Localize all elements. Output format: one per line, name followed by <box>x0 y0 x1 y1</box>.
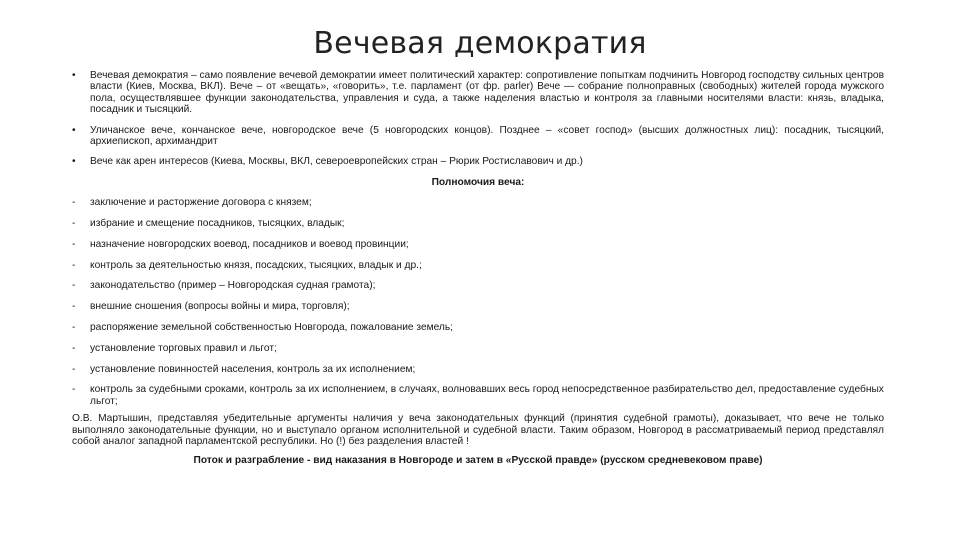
power-text: установление торговых правил и льгот; <box>90 342 277 354</box>
power-item <box>72 260 884 281</box>
power-item <box>72 301 884 322</box>
power-item <box>72 364 884 385</box>
dash-marker: - <box>72 218 76 230</box>
power-item <box>72 280 884 301</box>
power-item <box>72 218 884 239</box>
power-text: избрание и смещение посадников, тысяцких, владык; <box>90 218 345 230</box>
conclusion-paragraph: О.В. Мартышин, представляя убедительные аргументы наличия у веча законодательных функций (принятия судебной грамоты), доказывает, что вече не только выполняло законодательные функции, но и выступало органом исполнительной и судебной власти. Таким образом, Новгород в рассматриваемый период представлял собой аналог западной парламентской республики. Но (!) без разделения властей ! <box>72 413 884 448</box>
power-text: установление повинностей населения, контроль за их исполнением; <box>90 363 416 375</box>
dash-marker: - <box>72 259 76 271</box>
dash-marker: - <box>72 197 76 209</box>
power-text: заключение и расторжение договора с князем; <box>90 197 312 209</box>
power-text: контроль за судебными сроками, контроль за их исполнением, в случаях, волновавших весь город непосредственное разбирательство дел, предоставление судебных льгот; <box>90 384 884 407</box>
bullet-text: Вечевая демократия – само появление вечевой демократии имеет политический характер: сопротивление попыткам подчинить Новгород господству сильных центров власти (Киев, Москва, ВКЛ). Вече – от «вещать», «говорить», т.е. парламент (от фр. parler) Вече — собрание полноправных (свободных) жителей города мужского пола, осуществлявшее функции законодательства, управления и суда, а также наделения властью и контроля за главными носителями власти: князь, владыка, посадник и тысяцкий. <box>90 70 884 116</box>
dash-marker: - <box>72 238 76 250</box>
dash-marker: - <box>72 363 76 375</box>
dash-marker: - <box>72 384 76 396</box>
power-text: законодательство (пример – Новгородская судная грамота); <box>90 280 376 292</box>
bullet-marker: • <box>72 70 76 81</box>
power-text: назначение новгородских воевод, посадников и воевод провинции; <box>90 238 409 250</box>
bullet-marker: • <box>72 124 76 136</box>
dash-marker: - <box>72 322 76 334</box>
bullet-marker: • <box>72 156 76 168</box>
power-text: распоряжение земельной собственностью Новгорода, пожалование земель; <box>90 322 454 334</box>
dash-marker: - <box>72 342 76 354</box>
slide-content <box>72 70 884 467</box>
power-text: внешние сношения (вопросы войны и мира, торговля); <box>90 301 350 313</box>
dash-marker: - <box>72 301 76 313</box>
power-item <box>72 239 884 260</box>
bullet-text: Вече как арен интересов (Киева, Москвы, ВКЛ, североевропейских стран – Рюрик Ростиславович и др.) <box>90 156 583 168</box>
power-text: контроль за деятельностью князя, посадских, тысяцких, владык и др.; <box>90 259 422 271</box>
bullet-item <box>72 125 884 148</box>
powers-heading: Полномочия веча: <box>431 176 525 188</box>
power-item <box>72 343 884 364</box>
dash-marker: - <box>72 280 76 292</box>
power-item <box>72 384 884 407</box>
bullet-item <box>72 70 884 116</box>
bullet-text: Уличанское вече, кончанское вече, новгородское вече (5 новгородских концов). Позднее – «совет господ» (высших должностных лиц): посадник, тысяцкий, архиепископ, архимандрит <box>90 124 884 148</box>
power-item <box>72 197 884 218</box>
bullet-item <box>72 156 884 167</box>
footer-note: Поток и разграбление - вид наказания в Новгороде и затем в «Русской правде» (русском средневековом праве) <box>193 455 763 467</box>
power-item <box>72 322 884 343</box>
slide-title: Вечевая демократия <box>313 26 647 61</box>
